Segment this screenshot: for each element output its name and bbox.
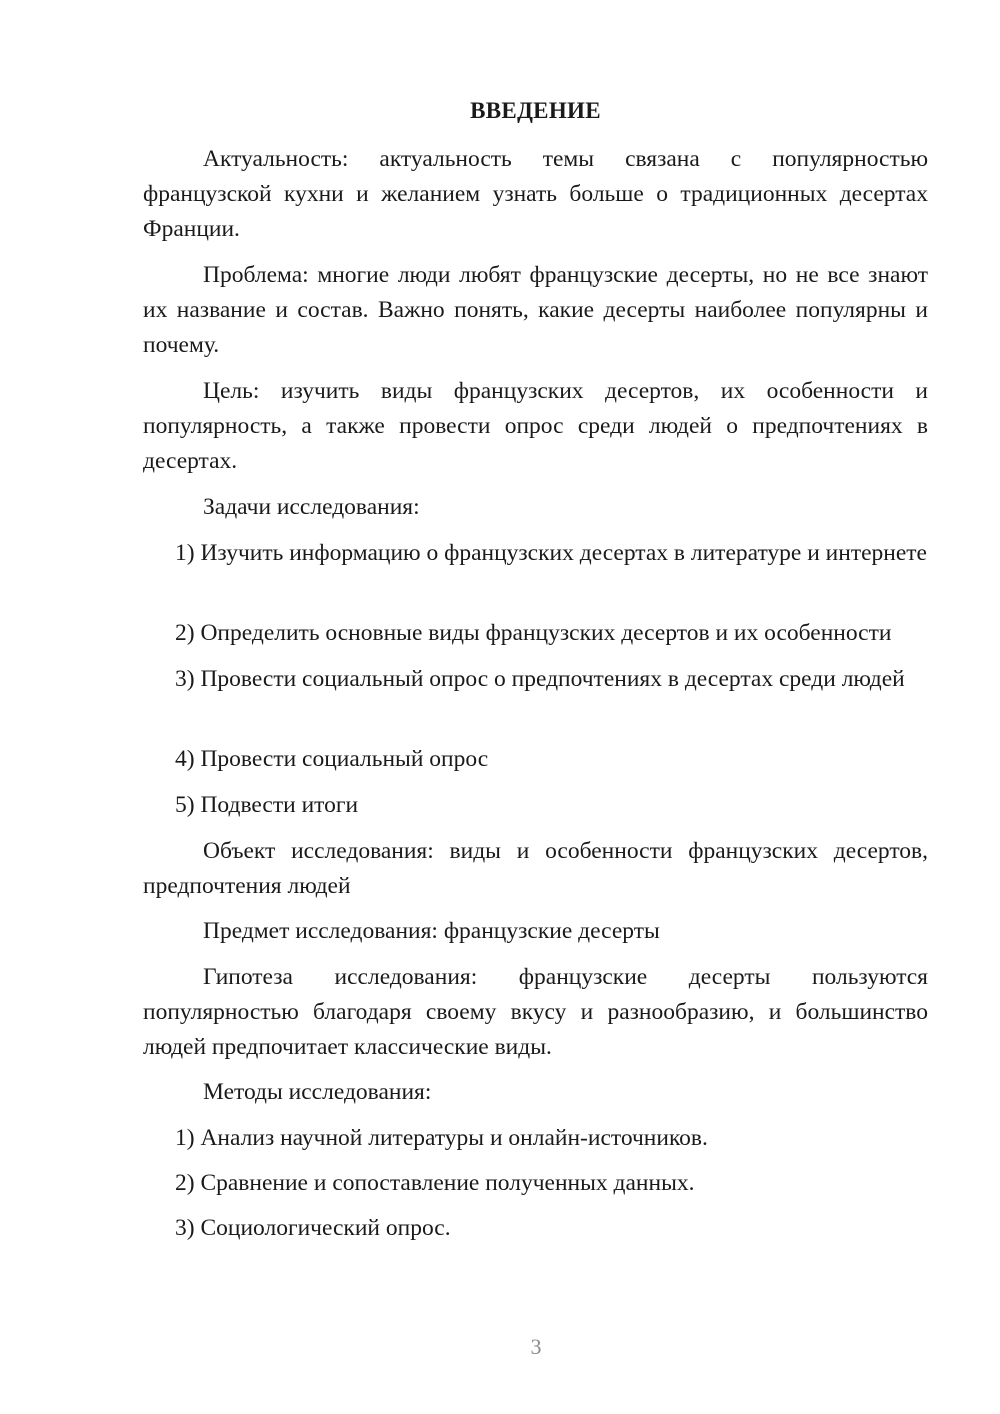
- page-number: 3: [530, 1334, 542, 1359]
- paragraph-relevance: Актуальность: актуальность темы связана с популярностью французской кухни и желанием узнать больше о традиционных десертах Франции.: [143, 146, 928, 242]
- list-item-method-1: 1) Анализ научной литературы и онлайн-источников.: [175, 1125, 708, 1151]
- paragraph-goal: Цель: изучить виды французских десертов, их особенности и популярность, а также провести опрос среди людей о предпочтениях в десертах.: [143, 378, 928, 474]
- list-item-task-3: 3) Провести социальный опрос о предпочтениях в десертах среди людей: [175, 666, 905, 692]
- paragraph-methods-heading: Методы исследования:: [203, 1079, 432, 1105]
- list-item-method-2: 2) Сравнение и сопоставление полученных данных.: [175, 1170, 695, 1196]
- page-title: ВВЕДЕНИЕ: [470, 98, 601, 123]
- paragraph-object: Объект исследования: виды и особенности французских десертов, предпочтения людей: [143, 838, 928, 899]
- list-item-method-3: 3) Социологический опрос.: [175, 1215, 451, 1241]
- list-item-task-2: 2) Определить основные виды французских десертов и их особенности: [175, 620, 892, 646]
- list-item-task-1: 1) Изучить информацию о французских десертах в литературе и интернете: [175, 540, 927, 566]
- list-item-task-4: 4) Провести социальный опрос: [175, 746, 489, 772]
- list-item-task-5: 5) Подвести итоги: [175, 792, 359, 818]
- paragraph-problem: Проблема: многие люди любят французские десерты, но не все знают их название и состав. Важно понять, какие десерты наиболее популярны и почему.: [143, 262, 928, 358]
- paragraph-tasks-heading: Задачи исследования:: [203, 494, 420, 520]
- paragraph-subject: Предмет исследования: французские десерты: [203, 918, 660, 944]
- paragraph-hypothesis: Гипотеза исследования: французские десерты пользуются популярностью благодаря своему вкусу и разнообразию, и большинство людей предпочитает классические виды.: [143, 964, 928, 1060]
